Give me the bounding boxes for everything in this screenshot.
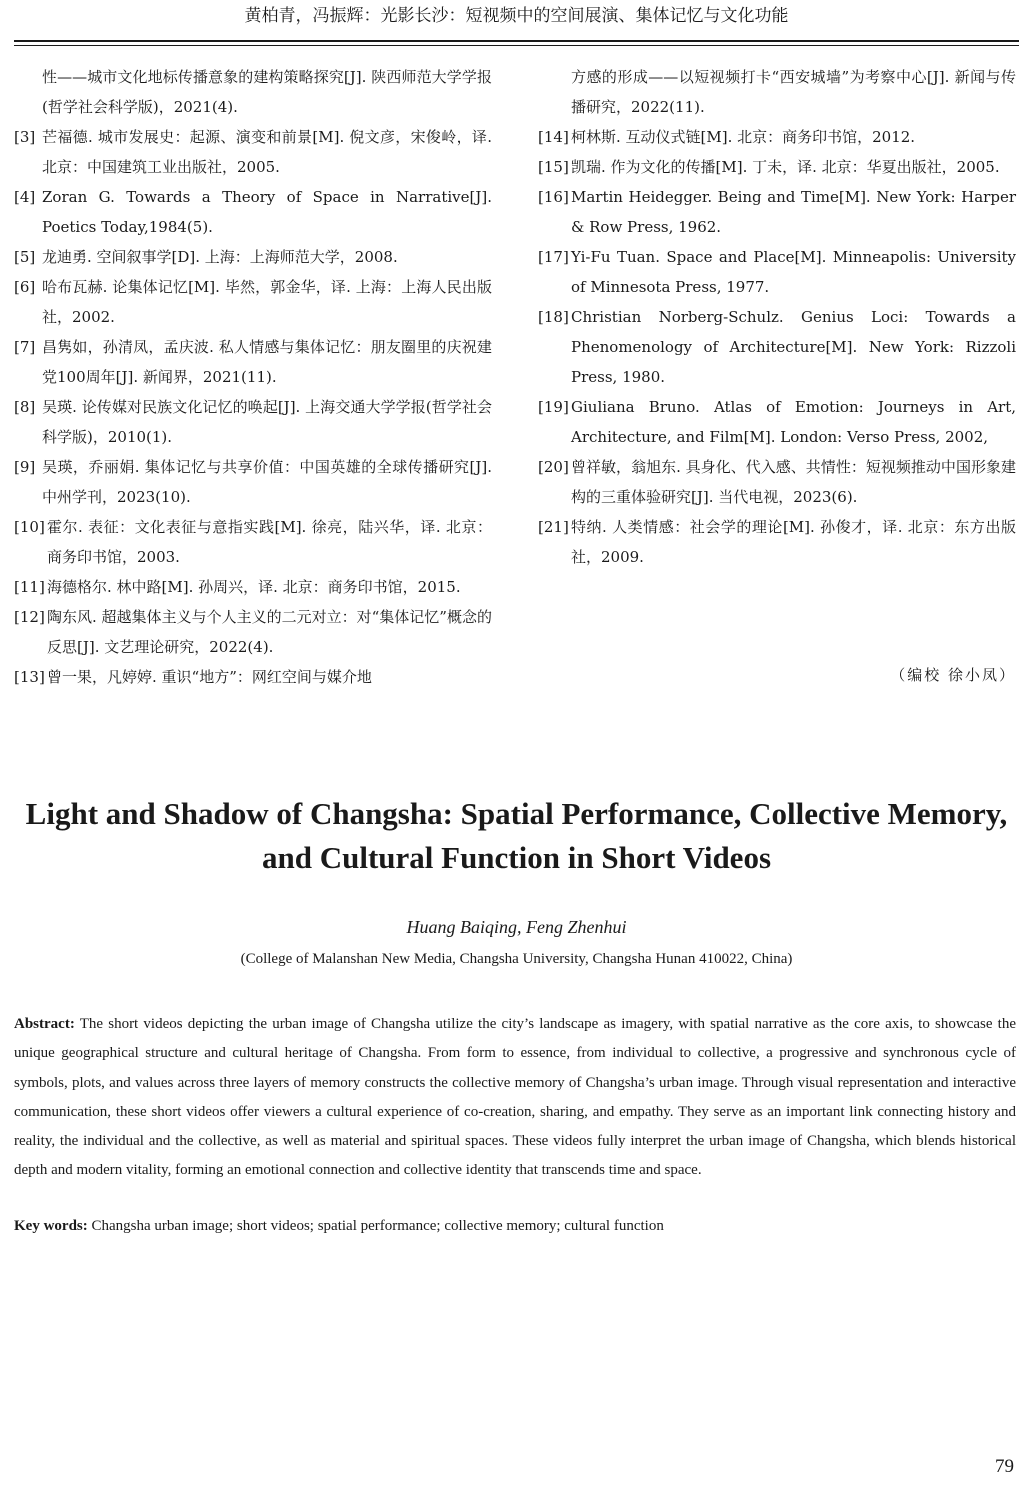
running-header: 黄柏青，冯振辉：光影长沙：短视频中的空间展演、集体记忆与文化功能 — [244, 6, 789, 26]
reference-item: [15] 凯瑞. 作为文化的传播[M]. 丁未，译. 北京：华夏出版社，2005. — [538, 158, 1000, 176]
references-left-column — [14, 62, 492, 692]
editor-note: （编校 徐小凤） — [890, 666, 1016, 684]
header-rule-thick — [14, 40, 1019, 42]
header-rule-thin — [14, 45, 1019, 46]
reference-item: [17] Yi-Fu Tuan. Space and Place[M]. Minneapolis: University of Minnesota Press, 1977. — [538, 248, 1016, 296]
reference-item: [21] 特纳. 人类情感：社会学的理论[M]. 孙俊才，译. 北京：东方出版社，2009. — [538, 518, 1016, 566]
keywords — [14, 1212, 1016, 1241]
reference-item: [12] 陶东风. 超越集体主义与个人主义的二元对立：对“集体记忆”概念的反思[J]. 文艺理论研究，2022(4). — [14, 608, 492, 656]
reference-item: [3] 芒福德. 城市发展史：起源、演变和前景[M]. 倪文彦，宋俊岭，译. 北京：中国建筑工业出版社，2005. — [14, 128, 492, 176]
reference-item: [13] 曾一果，凡婷婷. 重识“地方”：网红空间与媒介地 — [14, 668, 372, 686]
reference-item: [20] 曾祥敏，翁旭东. 具身化、代入感、共情性：短视频推动中国形象建构的三重体验研究[J]. 当代电视，2023(6). — [538, 458, 1016, 506]
reference-item: 性——城市文化地标传播意象的建构策略探究[J]. 陕西师范大学学报(哲学社会科学版)，2021(4). — [42, 68, 492, 116]
affiliation: (College of Malanshan New Media, Changsha University, Changsha Hunan 410022, China) — [240, 951, 793, 967]
reference-item: [4] Zoran G. Towards a Theory of Space in Narrative[J]. Poetics Today,1984(5). — [14, 188, 492, 236]
reference-item: [11] 海德格尔. 林中路[M]. 孙周兴，译. 北京：商务印书馆，2015. — [14, 578, 461, 596]
reference-item: [6] 哈布瓦赫. 论集体记忆[M]. 毕然，郭金华，译. 上海：上海人民出版社，2002. — [14, 278, 492, 326]
abstract-text: The short videos depicting the urban image of Changsha utilize the city’s landscape as imagery, with spatial narrative as the core axis, to showcase the unique geographical structure and cultural heritage of Changsha. From form to essence, from individual to collective, a progressive and synchronous cycle of symbols, plots, and values across three layers of memory constructs the collective memory of Changsha’s urban image. Through visual representation and interactive communication, these short videos offer viewers a cultural experience of co-creation, sharing, and empathy. They serve as an important link connecting history and reality, the individual and the collective, as well as material and spiritual spaces. These videos fully interpret the urban image of Changsha, which blends historical depth and modern vitality, forming an emotional connection and collective identity that transcends time and space. — [14, 1016, 1016, 1179]
keywords-text: Changsha urban image; short videos; spatial performance; collective memory; cultural function — [91, 1218, 664, 1234]
reference-item: [18] Christian Norberg-Schulz. Genius Loci: Towards a Phenomenology of Architecture[M]. New York: Rizzoli Press, 1980. — [538, 308, 1016, 386]
reference-item: [7] 昌隽如，孙清凤，孟庆波. 私人情感与集体记忆：朋友圈里的庆祝建党100周年[J]. 新闻界，2021(11). — [14, 338, 492, 386]
reference-item: [16] Martin Heidegger. Being and Time[M]. New York: Harper & Row Press, 1962. — [538, 188, 1016, 236]
authors: Huang Baiqing, Feng Zhenhui — [406, 917, 627, 937]
references-right-column — [538, 62, 1016, 572]
reference-item: 方感的形成——以短视频打卡“西安城墙”为考察中心[J]. 新闻与传播研究，2022(11). — [571, 68, 1016, 116]
reference-item: [19] Giuliana Bruno. Atlas of Emotion: Journeys in Art, Architecture, and Film[M]. London: Verso Press, 2002, — [538, 398, 1016, 446]
reference-item: [10] 霍尔. 表征：文化表征与意指实践[M]. 徐亮，陆兴华，译. 北京：商务印书馆，2003. — [14, 518, 492, 566]
keywords-label: Key words: — [14, 1218, 88, 1234]
article-title: Light and Shadow of Changsha: Spatial Performance, Collective Memory, and Cultural Function in Short Videos — [25, 796, 1008, 875]
reference-item: [8] 吴瑛. 论传媒对民族文化记忆的唤起[J]. 上海交通大学学报(哲学社会科学版)，2010(1). — [14, 398, 492, 446]
reference-item: [9] 吴瑛，乔丽娟. 集体记忆与共享价值：中国英雄的全球传播研究[J]. 中州学刊，2023(10). — [14, 458, 492, 506]
abstract-label: Abstract: — [14, 1016, 75, 1032]
abstract — [14, 1010, 1016, 1186]
reference-item: [5] 龙迪勇. 空间叙事学[D]. 上海：上海师范大学，2008. — [14, 248, 398, 266]
page-number: 79 — [995, 1456, 1014, 1477]
reference-item: [14] 柯林斯. 互动仪式链[M]. 北京：商务印书馆，2012. — [538, 128, 916, 146]
